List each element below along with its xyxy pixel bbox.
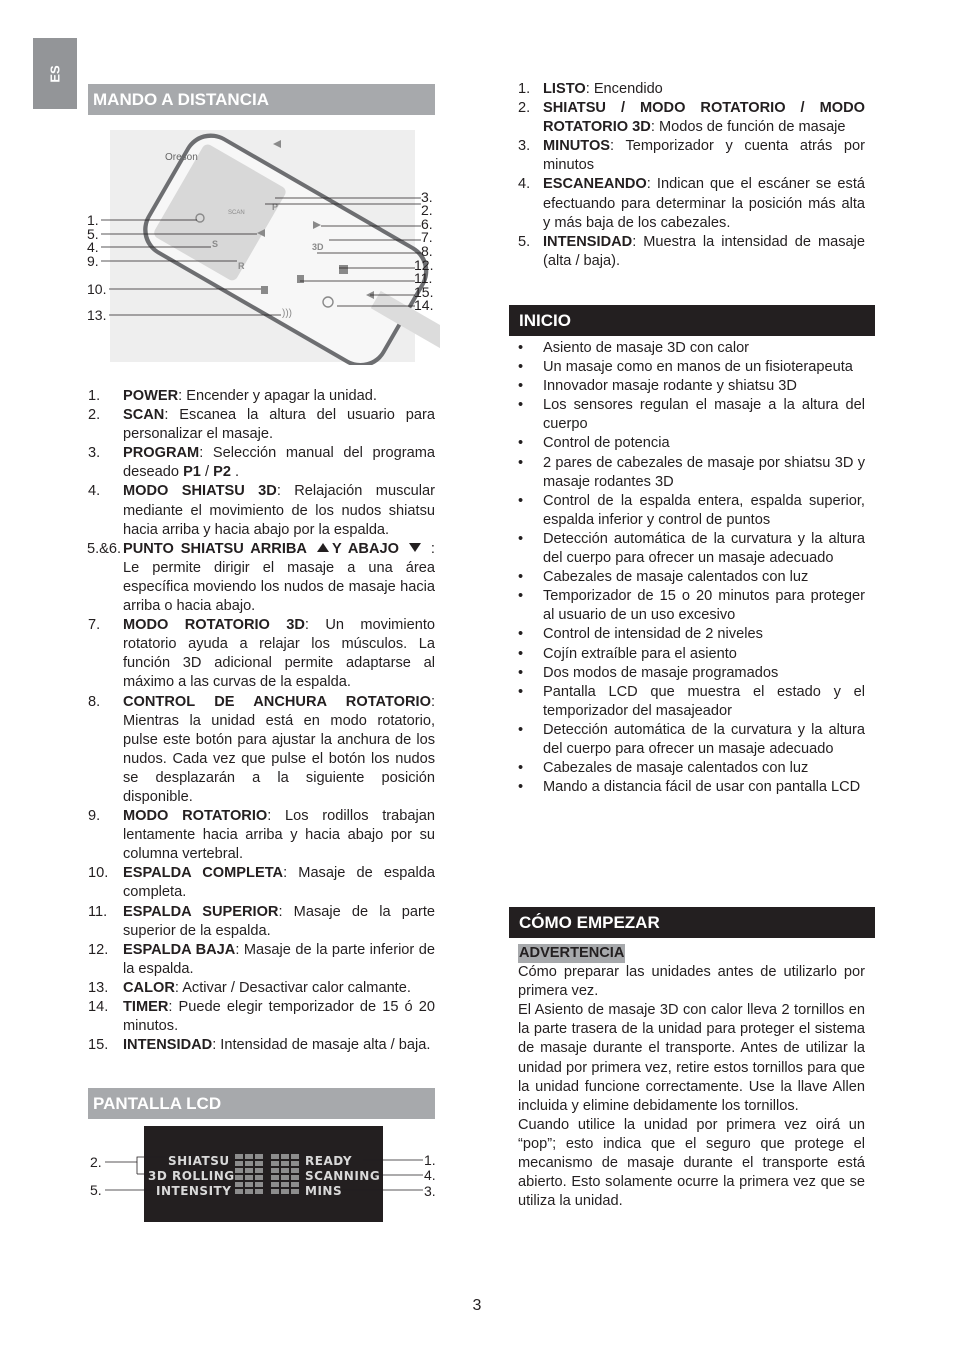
section-header-lcd: PANTALLA LCD <box>88 1088 435 1119</box>
lcd-callout-2: 2. <box>90 1154 102 1170</box>
como-empezar-body <box>518 944 865 1211</box>
bullet-item: • Un masaje como en manos de un fisioterapeuta <box>518 359 853 376</box>
lcd-callout-1: 1. <box>424 1152 436 1168</box>
list-item: 15. INTENSIDAD: Intensidad de masaje alta / baja. <box>88 1037 431 1054</box>
bullet-item: • Cabezales de masaje calentados con luz <box>518 760 809 777</box>
heat-icon: ))) <box>282 308 292 319</box>
list-item: 5.&6. PUNTO SHIATSU ARRIBA Y ABAJO : Le permite dirigir el masaje a una área específica moviendo los nudos de masaje hacia arriba o hacia abajo. <box>87 540 435 615</box>
lcd-word-intensity: INTENSITY <box>156 1184 232 1198</box>
list-item: 10. ESPALDA COMPLETA: Masaje de espalda completa. <box>88 865 435 901</box>
callout-1: 1. <box>87 212 99 228</box>
bullet-item: • Control de la espalda entera, espalda superior, espalda inferior y control de puntos <box>518 492 865 528</box>
lcd-callout-5: 5. <box>90 1182 102 1198</box>
lcd-items-list <box>518 80 865 271</box>
remote-items-list <box>88 387 435 1055</box>
list-item: 12. ESPALDA BAJA: Masaje de la parte inferior de la espalda. <box>88 941 435 977</box>
full-back-icon <box>261 286 268 294</box>
language-tab <box>33 38 77 109</box>
lower-back-icon <box>297 275 304 283</box>
lcd-callout-4: 4. <box>424 1167 436 1183</box>
list-item: 4. ESCANEANDO: Indican que el escáner se está efectuando para determinar la posición más alta y más baja de los cabezales. <box>518 176 865 231</box>
callout-14: 14. <box>414 297 434 313</box>
lcd-figure <box>85 1124 440 1224</box>
callout-2: 2. <box>421 202 433 218</box>
up-triangle-icon <box>317 543 329 552</box>
callout-5: 5. <box>87 226 99 242</box>
list-item: 14. TIMER: Puede elegir temporizador de 15 ó 20 minutos. <box>88 999 435 1035</box>
page-number: 3 <box>472 1297 482 1314</box>
paragraph: Cómo preparar las unidades antes de utilizarlo por primera vez. <box>518 964 865 1000</box>
section-header-remote: MANDO A DISTANCIA <box>88 84 435 115</box>
list-item: 5. INTENSIDAD: Muestra la intensidad de masaje (alta / baja). <box>518 233 865 269</box>
list-item: 8. CONTROL DE ANCHURA ROTATORIO: Mientras la unidad está en modo rotatorio, pulse este botón para ajustar la anchura de los nudos. Cada vez que pulse el botón los nudos se desplazarán a la siguiente posición disponible. <box>88 693 435 805</box>
bullet-item: • Cojín extraíble para el asiento <box>518 645 737 662</box>
remote-control-figure <box>85 130 440 365</box>
list-item: 7. MODO ROTATORIO 3D: Un movimiento rotatorio ayuda a relajar los músculos. La función 3D adicional permite adaptarse al máximo a las curvas de la espalda. <box>88 617 435 691</box>
list-item: 1. LISTO: Encendido <box>518 81 663 97</box>
section-header-inicio: INICIO <box>509 305 875 336</box>
bullet-item: • Dos modos de masaje programados <box>518 664 779 681</box>
bullet-item: • Asiento de masaje 3D con calor <box>518 340 750 356</box>
callout-11: 11. <box>414 270 433 286</box>
lcd-callout-3: 3. <box>424 1183 436 1199</box>
brand-logo: Oreson <box>165 152 198 163</box>
callout-7: 7. <box>421 229 433 245</box>
bullet-item: • Mando a distancia fácil de usar con pantalla LCD <box>518 779 861 796</box>
bullet-item: • Detección automática de la curvatura y la altura del cuerpo para ofrecer un masaje adecuado <box>518 530 865 567</box>
list-item: 9. MODO ROTATORIO: Los rodillos trabajan lentamente hacia arriba y hacia abajo por su columna vertebral. <box>88 808 435 863</box>
bullet-item: • Temporizador de 15 o 20 minutos para proteger al usuario de un uso excesivo <box>518 588 865 624</box>
lcd-word-3d-rolling: 3D ROLLING <box>148 1169 235 1183</box>
list-item: 2. SCAN: Escanea la altura del usuario para personalizar el masaje. <box>88 407 435 443</box>
list-item: 3. MINUTOS: Temporizador y cuenta atrás por minutos <box>518 138 865 174</box>
shiatsu-icon: S <box>212 239 219 249</box>
rolling-icon: R <box>238 261 245 271</box>
list-item: 11. ESPALDA SUPERIOR: Masaje de la parte superior de la espalda. <box>88 903 435 939</box>
bullet-item: • Detección automática de la curvatura y la altura del cuerpo para ofrecer un masaje adecuado <box>518 721 865 757</box>
callout-15: 15. <box>414 284 434 300</box>
list-item: 1. POWER: Encender y apagar la unidad. <box>88 388 377 404</box>
warning-label: ADVERTENCIA <box>518 944 625 963</box>
lcd-word-ready: READY <box>305 1154 353 1168</box>
callout-9: 9. <box>87 253 99 269</box>
list-item: 3. PROGRAM: Selección manual del programa deseado P1 / P2 . <box>88 445 435 481</box>
inicio-bullet-list <box>518 339 865 797</box>
program-icon: P <box>272 202 279 212</box>
callout-10: 10. <box>87 281 107 297</box>
upper-back-icon <box>339 265 348 274</box>
list-item: 2. SHIATSU / MODO ROTATORIO / MODO ROTATORIO 3D: Modos de función de masaje <box>518 100 865 136</box>
bullet-item: • Control de intensidad de 2 niveles <box>518 626 763 643</box>
3d-icon: 3D <box>312 242 324 252</box>
bullet-item: • Innovador masaje rodante y shiatsu 3D <box>518 378 797 395</box>
section-header-como-empezar: CÓMO EMPEZAR <box>509 907 875 938</box>
bullet-item: • Cabezales de masaje calentados con luz <box>518 569 809 586</box>
callout-12: 12. <box>414 257 434 273</box>
callout-4: 4. <box>87 239 99 255</box>
callout-8: 8. <box>421 243 433 259</box>
bullet-item: • Los sensores regulan el masaje a la altura del cuerpo <box>518 397 865 433</box>
down-triangle-icon <box>409 543 421 552</box>
paragraph: El Asiento de masaje 3D con calor lleva 2 tornillos en la parte trasera de la unidad para proteger el sistema de masaje durante el transporte. Antes de utilizar la unidad por primera vez, retire estos tornillos para que la unidad funcione correctamente. Use la llave Allen incluida y elimine debidamente los tornillos. <box>518 1002 865 1114</box>
callout-6: 6. <box>421 216 433 232</box>
lcd-word-mins: MINS <box>305 1184 343 1198</box>
list-item: 13. CALOR: Activar / Desactivar calor calmante. <box>88 979 411 996</box>
list-item: 4. MODO SHIATSU 3D: Relajación muscular mediante el movimiento de los nudos shiatsu hacia arriba y hacia abajo por la espalda. <box>88 483 435 538</box>
lcd-word-shiatsu: SHIATSU <box>168 1154 230 1168</box>
bullet-item: • Control de potencia <box>518 435 670 452</box>
language-tab-label: ES <box>47 64 63 83</box>
paragraph: Cuando utilice la unidad por primera vez oirá un “pop”; esto indica que el seguro que protege el mecanismo de masaje durante el transporte está abierto. Esto solamente ocurre la primera vez que se utiliza la unidad. <box>518 1116 865 1210</box>
callout-3: 3. <box>421 189 433 205</box>
lcd-word-scanning: SCANNING <box>305 1169 381 1183</box>
callout-13: 13. <box>87 307 107 323</box>
scan-icon: SCAN <box>228 210 245 216</box>
bullet-item: • Pantalla LCD que muestra el estado y el temporizador del masajeador <box>518 683 865 719</box>
bullet-item: • 2 pares de cabezales de masaje por shiatsu 3D y masaje rodantes 3D <box>518 454 865 490</box>
